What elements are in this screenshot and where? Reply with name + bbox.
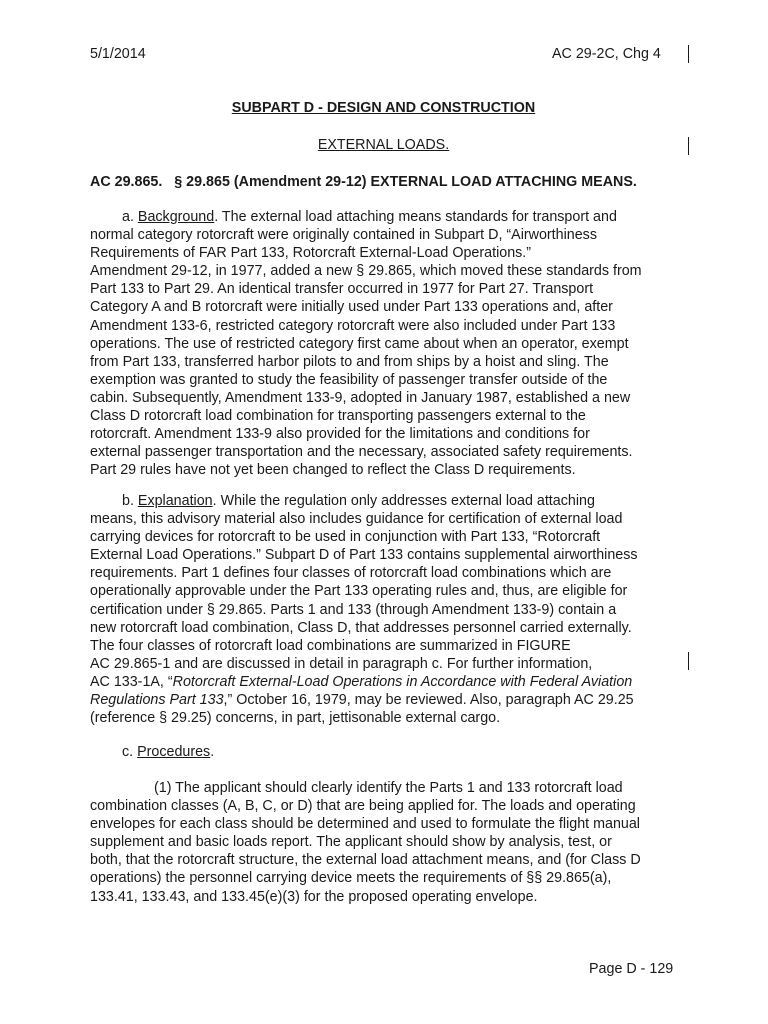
change-bar [688, 652, 689, 670]
para-b-title: Explanation [137, 493, 213, 509]
reference-title: Rotorcraft External-Load Operations in Accordance with Federal Aviation [172, 673, 633, 690]
change-bar [688, 45, 689, 63]
ac-heading: AC 29.865. § 29.865 (Amendment 29-12) EXTERNAL LOAD ATTACHING MEANS. [90, 174, 637, 190]
subparagraph-1: (1) The applicant should clearly identify the Parts 1 and 133 rotorcraft load combination classes (A, B, C, or D) that are being applied for. The loads and operating envelopes for each class should be determined and used to formulate the flight manual supplement and basic loads report. The applicant should show by analysis, test, or both, that the rotorcraft structure, the external load attachment means, and (for Class D operations) the personnel carrying device meets the requirements of §§ 29.865(a), 133.41, 133.43, and 133.45(e)(3) for the proposed operating envelope. [90, 780, 641, 905]
page-number: Page D - 129 [589, 961, 674, 977]
para-a-title: Background [137, 209, 215, 225]
header-doc-id: AC 29-2C, Chg 4 [552, 46, 661, 62]
section-title: EXTERNAL LOADS. [317, 137, 450, 153]
paragraph-procedures: c. Procedures. [122, 744, 215, 760]
para-b-label: b. [122, 493, 138, 509]
para-c-title: Procedures [137, 744, 211, 760]
para-a-label: a. [122, 209, 138, 225]
paragraph-background: a. Background. The external load attaching means standards for transport and normal category rotorcraft were originally contained in Subpart D, “Airworthiness Requirements of FAR Part 133, Rotorcraft External-Load Operations.” Amendment 29-12, in 1977, added a new § 29.865, which moved these standards from Part 133 to Part 29. An identical transfer occurred in 1977 for Part 27. Transport Category A and B rotorcraft were initially used under Part 133 operations and, after Amendment 133-6, restricted category rotorcraft were also included under Part 133 operations. The use of restricted category first came about when an operator, exempt from Part 133, transferred harbor pilots to and from ships by a hoist and sling. The exemption was granted to study the feasibility of passenger transfer outside of the cabin. Subsequently, Amendment 133-9, adopted in January 1987, established a new Class D rotorcraft load combination for transporting passengers external to the rotorcraft. Amendment 133-9 also provided for the limitations and conditions for external passenger transportation and the necessary, associated safety requirements. Part 29 rules have not yet been changed to reflect the Class D requirements. [90, 209, 642, 479]
header-date: 5/1/2014 [90, 46, 146, 62]
change-bar [688, 137, 689, 155]
para-c-label: c. [122, 744, 138, 760]
subpart-title: SUBPART D - DESIGN AND CONSTRUCTION [231, 100, 536, 116]
paragraph-explanation: b. Explanation. While the regulation only addresses external load attaching means, this advisory material also includes guidance for certification of external load carrying devices for rotorcraft to be used in conjunction with Part 133, “Rotorcraft External Load Operations.” Subpart D of Part 133 contains supplemental airworthiness requirements. Part 1 defines four classes of rotorcraft load combinations which are operationally approvable under the Part 133 operating rules and, thus, are eligible for certification under § 29.865. Parts 1 and 133 (through Amendment 133-9) contain a new rotorcraft load combination, Class D, that addresses personnel carried externally. The four classes of rotorcraft load combinations are summarized in FIGURE AC 29.865-1 and are discussed in detail in paragraph c. For further information, AC 133-1A, “Rotorcraft External-Load Operations in Accordance with Federal Aviation Regulations Part 133,” October 16, 1979, may be reviewed. Also, paragraph AC 29.25 (reference § 29.25) concerns, in part, jettisonable external cargo. [90, 493, 638, 727]
